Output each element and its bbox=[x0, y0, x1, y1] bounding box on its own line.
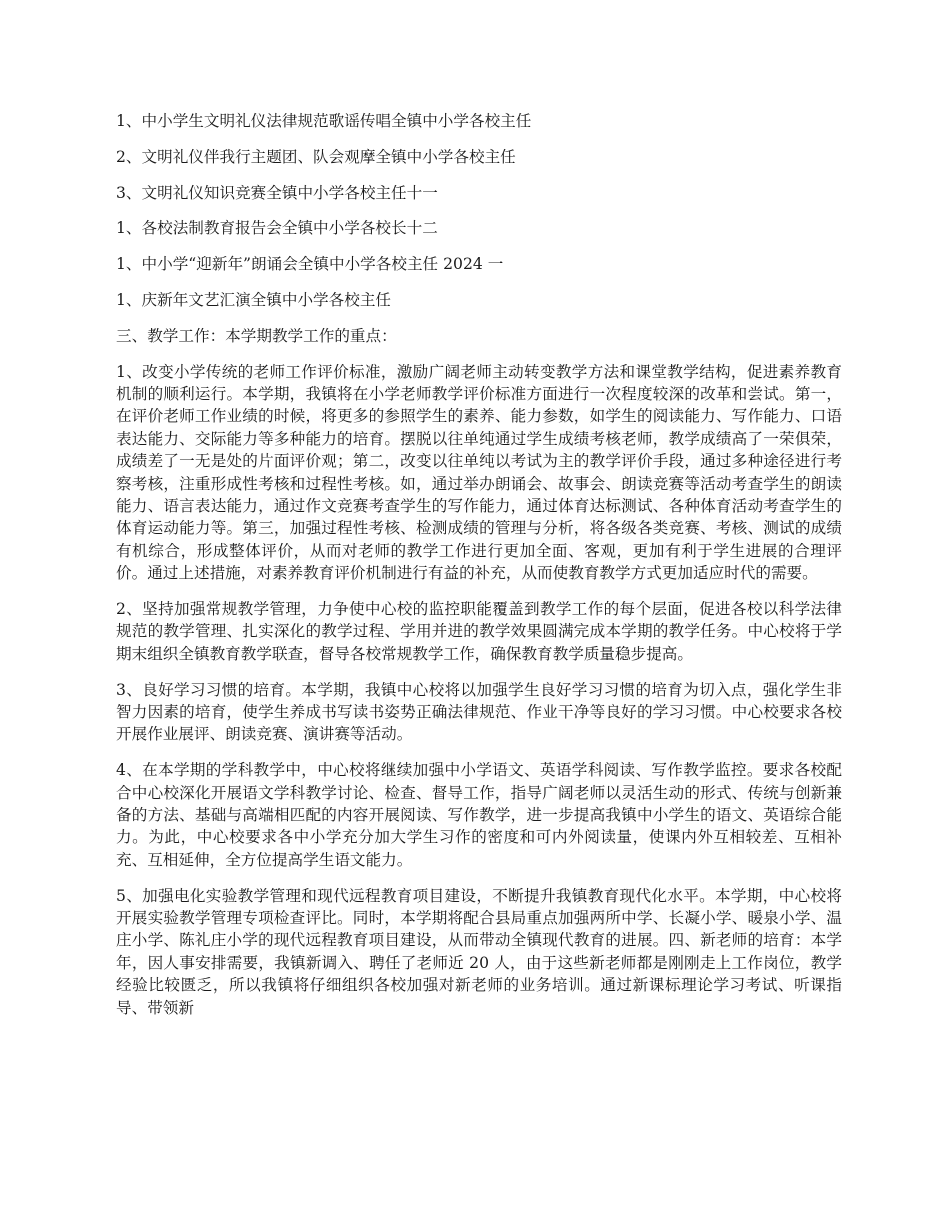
paragraph-modern-education: 5、加强电化实验教学管理和现代远程教育项目建设，不断提升我镇教育现代化水平。本学期，中心校将开展实验教学管理专项检查评比。同时，本学期将配合县局重点加强两所中学、长凝小学、暖泉小学、温庄小学、陈礼庄小学的现代远程教育项目建设，从而带动全镇现代教育的进展。四、新老师的培育：本学年，因人事安排需要，我镇新调入、聘任了老师近 20 人，由于这些新老师都是刚刚走上工作岗位，教学经验比较匮乏，所以我镇将仔细组织各校加强对新老师的业务培训。通过新课标理论学习考试、听课指导、带领新 bbox=[116, 886, 842, 1017]
paragraph-routine-management: 2、坚持加强常规教学管理，力争使中心校的监控职能覆盖到教学工作的每个层面，促进各校以科学法律规范的教学管理、扎实深化的教学过程、学用并进的教学效果圆满完成本学期的教学任务。中心校将于学期末组织全镇教育教学联查，督导各校常规教学工作，确保教育教学质量稳步提高。 bbox=[116, 600, 842, 663]
section-heading-teaching: 三、教学工作：本学期教学工作的重点： bbox=[116, 326, 397, 345]
paragraph-evaluation-reform: 1、改变小学传统的老师工作评价标准，激励广阔老师主动转变教学方法和课堂教学结构，促进素养教育机制的顺利运行。本学期，我镇将在小学老师教学评价标准方面进行一次程度较深的改革和尝试。第一，在评价老师工作业绩的时候，将更多的参照学生的素养、能力参数，如学生的阅读能力、写作能力、口语表达能力、交际能力等多种能力的培育。摆脱以往单纯通过学生成绩考核老师，教学成绩高了一荣俱荣，成绩差了一无是处的片面评价观；第二，改变以往单纯以考试为主的教学评价手段，通过多种途径进行考察考核，注重形成性考核和过程性考核。如，通过举办朗诵会、故事会、朗读竞赛等活动考查学生的朗读能力、语言表达能力，通过作文竞赛考查学生的写作能力，通过体育达标测试、各种体育活动考查学生的体育运动能力等。第三，加强过程性考核、检测成绩的管理与分析，将各级各类竞赛、考核、测试的成绩有机综合，形成整体评价，从而对老师的教学工作进行更加全面、客观，更加有利于学生进展的合理评价。通过上述措施，对素养教育评价机制进行有益的补充，从而使教育教学方式更加适应时代的需要。 bbox=[116, 362, 842, 583]
list-item-class-meeting: 2、文明礼仪伴我行主题团、队会观摩全镇中小学各校主任 bbox=[116, 147, 516, 166]
list-item-legal-report: 1、各校法制教育报告会全镇中小学各校长十二 bbox=[116, 219, 438, 238]
list-item-etiquette-quiz: 3、文明礼仪知识竞赛全镇中小学各校主任十一 bbox=[116, 183, 438, 202]
paragraph-study-habits: 3、良好学习习惯的培育。本学期，我镇中心校将以加强学生良好学习习惯的培育为切入点，强化学生非智力因素的培育，使学生养成书写读书姿势正确法律规范、作业干净等良好的学习习惯。中心校要求各校开展作业展评、朗读竞赛、演讲赛等活动。 bbox=[116, 680, 842, 744]
list-item-new-year-gala: 1、庆新年文艺汇演全镇中小学各校主任 bbox=[116, 290, 392, 309]
list-item-new-year-recital: 1、中小学“迎新年”朗诵会全镇中小学各校主任 2024 一 bbox=[116, 255, 504, 274]
document-body bbox=[116, 110, 842, 1033]
paragraph-reading-writing: 4、在本学期的学科教学中，中心校将继续加强中小学语文、英语学科阅读、写作教学监控。要求各校配合中心校深化开展语文学科教学讨论、检查、督导工作，指导广阔老师以灵活生动的形式、传统与创新兼备的方法、基础与高端相匹配的内容开展阅读、写作教学，进一步提高我镇中小学生的语文、英语综合能力。为此，中心校要求各中小学充分加大学生习作的密度和可内外阅读量，使课内外互相较差、互相补充、互相延伸，全方位提高学生语文能力。 bbox=[116, 761, 842, 869]
list-item-song-contest: 1、中小学生文明礼仪法律规范歌谣传唱全镇中小学各校主任 bbox=[116, 112, 532, 130]
